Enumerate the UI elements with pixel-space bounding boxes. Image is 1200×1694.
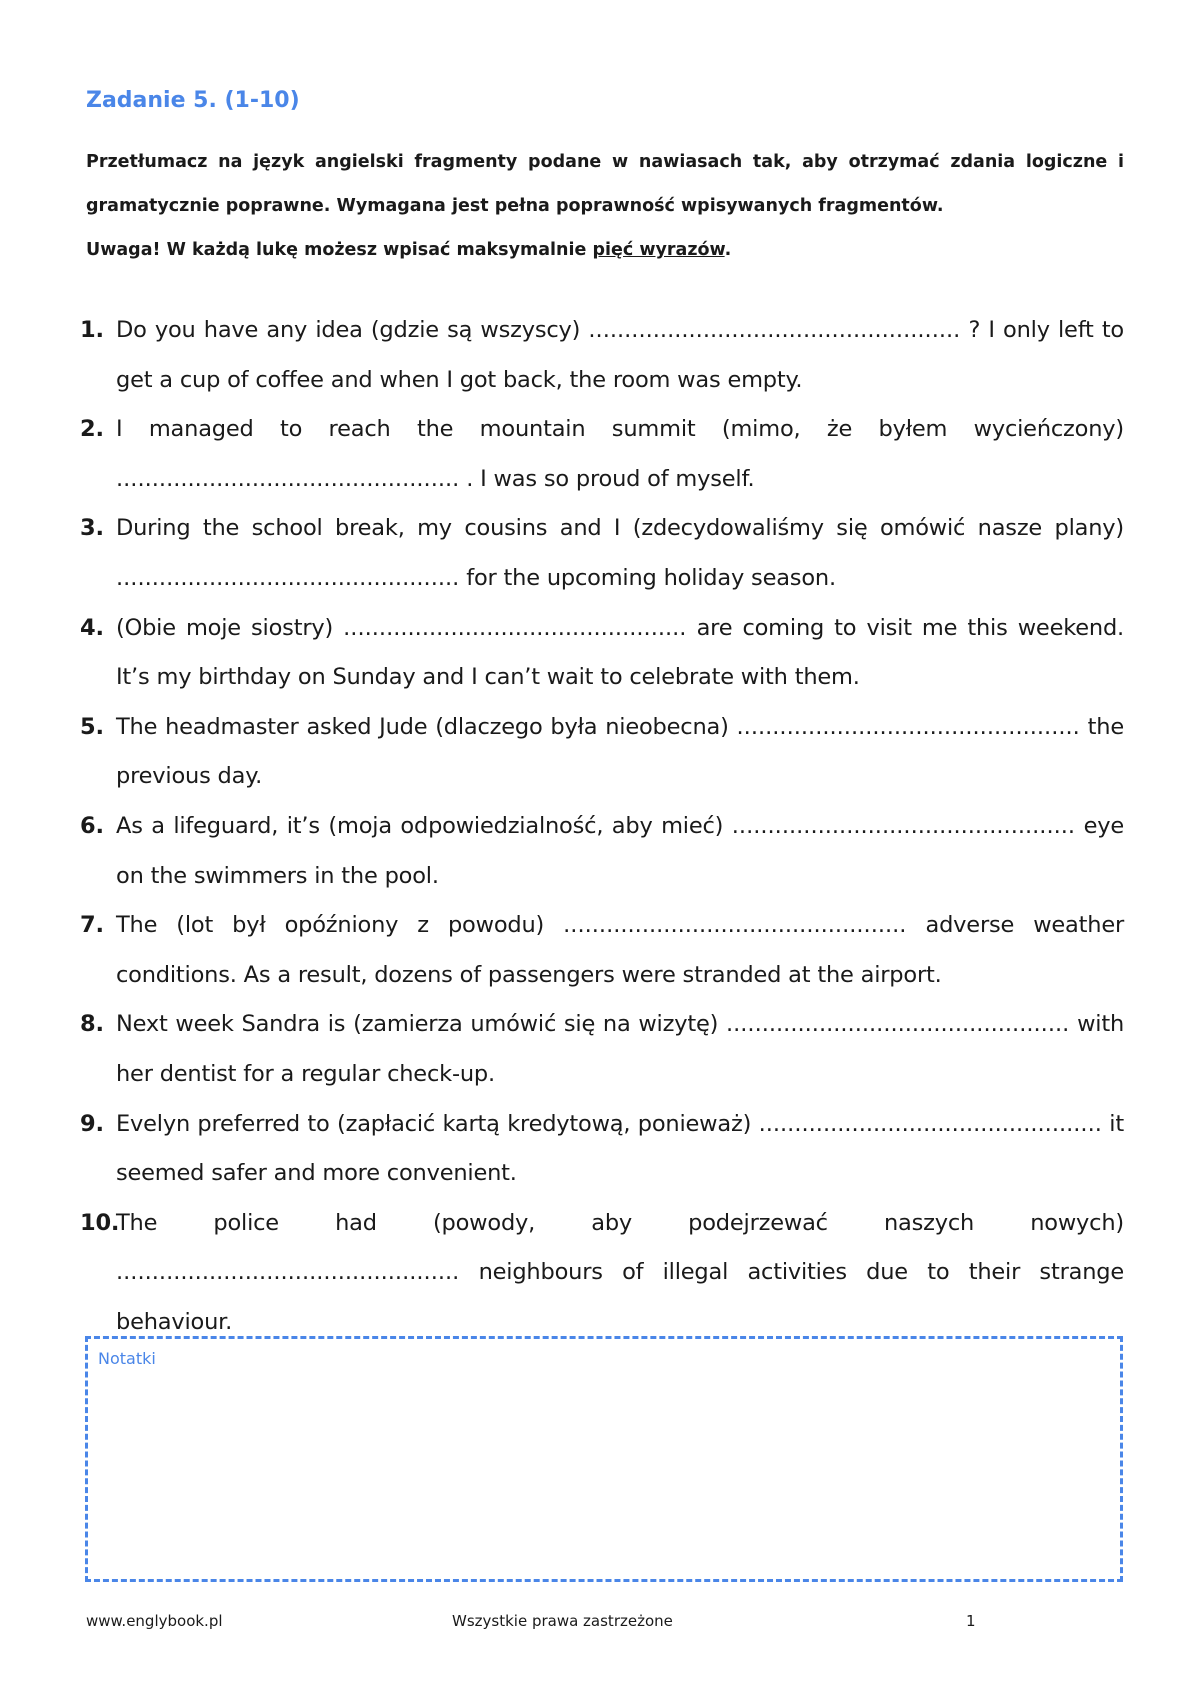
exercise-number: 10. bbox=[80, 1209, 120, 1236]
answer-gap[interactable]: ................................................ bbox=[736, 713, 1080, 740]
footer-rights: Wszystkie prawa zastrzeżone bbox=[452, 1612, 673, 1630]
exercise-prompt: I managed to reach the mountain summit (mimo, że byłem wycieńczony) bbox=[116, 416, 1124, 443]
exercise-list bbox=[80, 306, 1124, 1347]
answer-gap[interactable]: ................................................ bbox=[116, 465, 460, 492]
instructions-line-1: Przetłumacz na język angielski fragmenty podane w nawiasach tak, aby otrzymać zdania logiczne i bbox=[86, 152, 1124, 172]
exercise-continuation: the previous day. bbox=[116, 713, 1124, 790]
exercise-number: 6. bbox=[80, 812, 104, 839]
instructions-word-limit: pięć wyrazów bbox=[592, 240, 725, 260]
exercise-number: 7. bbox=[80, 912, 104, 939]
exercise-item bbox=[80, 901, 1124, 1000]
exercise-prompt: As a lifeguard, it’s (moja odpowiedzialność, aby mieć) bbox=[116, 812, 732, 839]
exercise-number: 4. bbox=[80, 614, 104, 641]
exercise-item bbox=[80, 306, 1124, 405]
exercise-item bbox=[80, 604, 1124, 703]
answer-gap[interactable]: ................................................ bbox=[116, 564, 460, 591]
instructions-line-3 bbox=[86, 240, 1124, 260]
exercise-item bbox=[80, 1000, 1124, 1099]
answer-gap[interactable]: ................................................ bbox=[116, 1259, 460, 1286]
answer-gap[interactable]: ................................................ bbox=[758, 1110, 1102, 1137]
exercise-prompt: The (lot był opóźniony z powodu) bbox=[116, 912, 564, 939]
exercise-continuation: neighbours of illegal activities due to their strange behaviour. bbox=[116, 1259, 1124, 1335]
answer-gap[interactable]: ................................................ bbox=[731, 812, 1076, 839]
notes-label: Notatki bbox=[98, 1349, 156, 1368]
exercise-number: 3. bbox=[80, 515, 104, 542]
instructions-period: . bbox=[724, 240, 732, 260]
exercise-continuation: for the upcoming holiday season. bbox=[459, 564, 836, 591]
exercise-item bbox=[80, 1100, 1124, 1199]
exercise-continuation: . I was so proud of myself. bbox=[459, 465, 755, 492]
exercise-continuation: are coming to visit me this weekend. It’s my birthday on Sunday and I can’t wait to celebrate with them. bbox=[116, 614, 1124, 691]
answer-gap[interactable]: ................................................ bbox=[563, 912, 907, 939]
exercise-number: 9. bbox=[80, 1110, 104, 1137]
answer-gap[interactable]: ................................................ bbox=[343, 614, 687, 641]
exercise-continuation: with her dentist for a regular check-up. bbox=[116, 1011, 1125, 1087]
answer-gap[interactable]: .................................................... bbox=[588, 317, 961, 343]
exercise-number: 5. bbox=[80, 713, 104, 740]
exercise-prompt: (Obie moje siostry) bbox=[116, 614, 344, 641]
exercise-item bbox=[80, 504, 1124, 603]
page-number: 1 bbox=[966, 1612, 976, 1630]
exercise-continuation: ? I only left to get a cup of coffee and when I got back, the room was empty. bbox=[116, 317, 1125, 393]
exercise-continuation: it seemed safer and more convenient. bbox=[116, 1110, 1124, 1187]
exercise-item bbox=[80, 703, 1124, 802]
exercise-prompt: Do you have any idea (gdzie są wszyscy) bbox=[116, 317, 589, 343]
instructions-note: Uwaga! W każdą lukę możesz wpisać maksymalnie bbox=[86, 240, 593, 260]
exercise-item bbox=[80, 802, 1124, 901]
exercise-prompt: Evelyn preferred to (zapłacić kartą kredytową, ponieważ) bbox=[116, 1110, 759, 1137]
notes-box[interactable] bbox=[85, 1336, 1123, 1582]
exercise-item bbox=[80, 1199, 1124, 1348]
answer-gap[interactable]: ................................................ bbox=[725, 1011, 1070, 1038]
exercise-prompt: The police had (powody, aby podejrzewać naszych nowych) bbox=[116, 1209, 1124, 1236]
footer-website: www.englybook.pl bbox=[86, 1612, 223, 1630]
exercise-number: 8. bbox=[80, 1011, 104, 1038]
exercise-prompt: During the school break, my cousins and I (zdecydowaliśmy się omówić nasze plany) bbox=[116, 515, 1124, 542]
exercise-number: 2. bbox=[80, 416, 104, 443]
task-title: Zadanie 5. (1-10) bbox=[86, 88, 300, 113]
instructions-line-2: gramatycznie poprawne. Wymagana jest pełna poprawność wpisywanych fragmentów. bbox=[86, 196, 944, 216]
exercise-item bbox=[80, 405, 1124, 504]
exercise-prompt: Next week Sandra is (zamierza umówić się na wizytę) bbox=[116, 1011, 726, 1038]
exercise-continuation: eye on the swimmers in the pool. bbox=[116, 812, 1124, 889]
exercise-number: 1. bbox=[80, 317, 104, 343]
exercise-prompt: The headmaster asked Jude (dlaczego była nieobecna) bbox=[116, 713, 737, 740]
exercise-continuation: adverse weather conditions. As a result, dozens of passengers were stranded at the airport. bbox=[116, 912, 1125, 988]
